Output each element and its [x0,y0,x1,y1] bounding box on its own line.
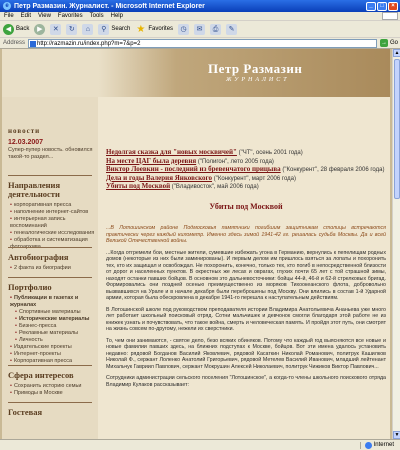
menu-favorites[interactable]: Favorites [57,13,83,19]
bio-item[interactable]: • 2 факта из биографии [10,265,71,271]
forward-arrow-icon: ▶ [34,24,45,35]
minimize-button[interactable]: _ [366,2,376,11]
article-paragraph: То, чем они занимаются, - святое дело, безо всяких обиняков. Потому что каждый год выясняются все новые и новые фамилии павших здесь, на ближних подступах к Москве, бойцов. Вот эти имена удалось установить недавно: рядовой Богданов Василий Яковлевич, рядовой Касаткин Николай Романович, политрук Кашилков Николай Ф., сержант Лоленко Анатолий Григорьевич, рядовой Метелев Василий Иванович, младший лейтенант Михальчук Гавриил Павлович, сержант Мокрушин Алексей Николаевич, политрук Чижиков Виктор Павлович... [106,337,386,370]
publication-link[interactable]: Убиты под Москвой [106,182,171,190]
refresh-button[interactable] [66,24,77,35]
globe-icon [365,442,372,449]
bio-section [2,253,98,272]
back-label: Back [16,26,30,32]
search-label: Search [111,26,131,32]
divider [8,175,92,176]
publication-list [106,149,386,192]
address-bar [0,38,400,49]
portfolio-section [2,283,98,365]
interests-heading: Сфера интересов [8,370,74,380]
site-title: Петр Размазин [208,61,303,76]
edit-button[interactable] [226,24,237,35]
guestbook-section [2,408,98,420]
bio-heading: Автобиография [8,252,69,262]
back-button[interactable] [3,24,29,35]
search-icon: ⚲ [98,24,109,35]
search-button[interactable] [98,24,130,35]
article-paragraph: В Лотошинской школе под руководством преподавателя истории Владимира Анатольевича Ананьева уже много лет работает школьный поисковый отряд. Сотни мальчишек и девчонок смогли благодаря этой работе не из книжек узнать и почувствовать, что такое война, смерть и человеческая память. И пройдя этот путь, они смотрят на жизнь совсем по-другому, нежели их сверстники. [106,306,386,332]
news-section [2,127,98,160]
activity-section [2,181,98,251]
portfolio-subitem[interactable]: • Рекламные материалы [15,330,79,336]
print-icon: ⎙ [210,24,221,35]
article-lead: ...В Лотошинском районе Подмосковья памятники погибшим защитникам столицы встречаются практически через каждый километр. Именно здесь зимой 1941-42 гг. решалась судьба Москвы. Да и всей Великой Отечественной войны. [106,225,386,244]
news-heading: новости [8,127,41,135]
status-bar [0,439,400,450]
edit-icon: ✎ [226,24,237,35]
site-header [2,49,390,97]
sidebar [2,97,98,439]
publication-item: Виктор Лоевкин - последний из бревенчатого прицыва ("Конкурент", 28 февраля 2006 года) [106,165,385,173]
article-title: Убиты под Москвой [209,202,283,211]
article-paragraph: Сотрудники администрации сельского поселения "Лотошинское", а когда-то члены школьного поискового отряда Владимир Кулаков рассказывает: [106,375,386,388]
portfolio-item[interactable]: • Публикации в газетах и журналах [10,295,79,308]
publication-item: Убиты под Москвой ("Владивосток", май 2006 года) [106,182,259,190]
favorites-button[interactable] [135,24,173,35]
activity-item[interactable]: • корпоративная пресса [10,202,72,208]
menu-view[interactable]: View [38,13,51,19]
menu-file[interactable]: File [4,13,14,19]
windows-logo-icon [382,12,398,20]
scroll-thumb[interactable] [394,59,400,199]
publication-item: Дела и годы Валерия Янковского ("Конкурент", март 2006 года) [106,173,296,182]
security-zone [360,442,394,449]
home-button[interactable] [82,24,93,35]
stop-button[interactable] [50,24,61,35]
vertical-scrollbar[interactable] [392,49,400,439]
favorites-star-icon: ★ [136,23,146,35]
window-title: Петр Размазин. Журналист. - Microsoft Internet Explorer [14,2,205,10]
activity-item[interactable]: • обработка и систематизация [10,237,88,243]
menu-edit[interactable]: Edit [20,13,32,19]
publication-item: На месте ЦАГ была деревня ("Полигон", лето 2005 года) [106,156,274,165]
publication-link[interactable]: Виктор Лоевкин - последний из бревенчатого прицыва [106,165,281,173]
activity-item[interactable]: • наполнение интернет-сайтов [10,209,89,215]
portfolio-subitem[interactable]: • Исторические материалы [15,316,90,322]
window-titlebar [0,0,400,12]
portfolio-subitem[interactable]: • Спортивные материалы [15,309,81,315]
mail-button[interactable] [194,24,205,35]
divider [8,365,92,366]
home-icon: ⌂ [82,24,93,35]
go-arrow-icon: → [380,40,387,46]
interests-item[interactable]: • Примоды в Москве [10,390,63,396]
go-label: Go [389,40,398,46]
news-text: Супер-пупер новость. обновился такой-то раздел... [8,147,93,160]
publication-link[interactable]: На месте ЦАГ была деревня [106,156,197,165]
portfolio-subitem[interactable]: • Бизнес-пресса [15,323,57,329]
divider [8,402,92,403]
forward-button[interactable] [34,24,45,35]
scroll-down-icon[interactable]: ▼ [394,432,400,438]
standard-toolbar [0,21,400,38]
divider [8,277,92,278]
web-page [2,49,390,439]
print-button[interactable] [210,24,221,35]
portfolio-subitem[interactable]: • Личность [15,337,43,343]
activity-item[interactable]: • генеалогические исследования [10,230,95,236]
back-arrow-icon: ◀ [3,24,14,35]
portfolio-item[interactable]: • Издательские проекты [10,344,72,350]
address-input[interactable] [28,39,377,48]
page-icon [30,41,36,47]
mail-icon: ✉ [194,24,205,35]
go-button[interactable] [380,39,398,47]
history-icon: ◷ [178,24,189,35]
maximize-button[interactable]: □ [377,2,387,11]
portfolio-item[interactable]: • Корпоративная пресса [10,358,73,364]
close-button[interactable]: × [388,2,398,11]
history-button[interactable] [178,24,189,35]
publication-link[interactable]: Недолгая сказка для "новых москвичей" [106,148,237,156]
menu-bar [0,12,400,21]
address-label: Address [3,40,26,46]
stop-icon: ✕ [50,24,61,35]
address-url: http://razmazin.ru/index.php?m=7&p=2 [37,40,141,47]
article-body [106,225,386,393]
divider [8,247,92,248]
news-date: 12.03.2007 [8,139,44,146]
ie-logo-icon: e [3,2,11,10]
site-subtitle: ЖУРНАЛИСТ [226,77,290,83]
activity-heading: Направления деятельности [8,180,61,199]
article-paragraph: ...Когда отгремели бои, местные жители, сумевшие избежать угона в Германию, вернулись к пепелищам родных домов (некоторые из них были заминированы). И первым делом им пришлось взяться за лопаты и похоронить тех, кто их защищал и освобождал. Не похоронить, конечно, только тех, кто погиб в непосредственной близости от дорог и населенных пунктов. В окрестных же лесах и оврагах, глухих почти 65 лет с той страшной зимы, находят останки павших бойцов. В основном это дальневосточники: бойцы 44-й, 46-й и 62-й стрелковых бригад. Формировались они поздней осенью преимущественно из моряков Тихоокеанского флота, добровольно вызвавшихся на Урале и в начале декабря были переброшены под Москву. Они влились в состав 1-й Ударной армии, которая была обескровлена в декабре 1941-го перешла к наступательным действиям. [106,249,386,301]
portfolio-heading: Портфолио [8,282,52,292]
zone-label: Internet [373,442,394,448]
menu-tools[interactable]: Tools [89,13,104,19]
refresh-icon: ↻ [66,24,77,35]
scroll-up-icon[interactable]: ▲ [394,50,400,56]
page-viewport [0,49,392,439]
publication-link[interactable]: Дела и годы Валерия Янковского [106,173,213,182]
activity-item[interactable]: • интерьерная запись воспоминаний [10,216,66,229]
interests-section [2,371,98,397]
interests-item[interactable]: • Сохранить историю семьи [10,383,82,389]
favorites-label: Favorites [148,26,174,32]
guestbook-heading[interactable]: Гостевая [8,407,43,417]
menu-help[interactable]: Help [110,13,123,19]
publication-item: Недолгая сказка для "новых москвичей" ("ЧТ", осень 2001 года) [106,148,303,156]
portfolio-item[interactable]: • Интернет-проекты [10,351,61,357]
